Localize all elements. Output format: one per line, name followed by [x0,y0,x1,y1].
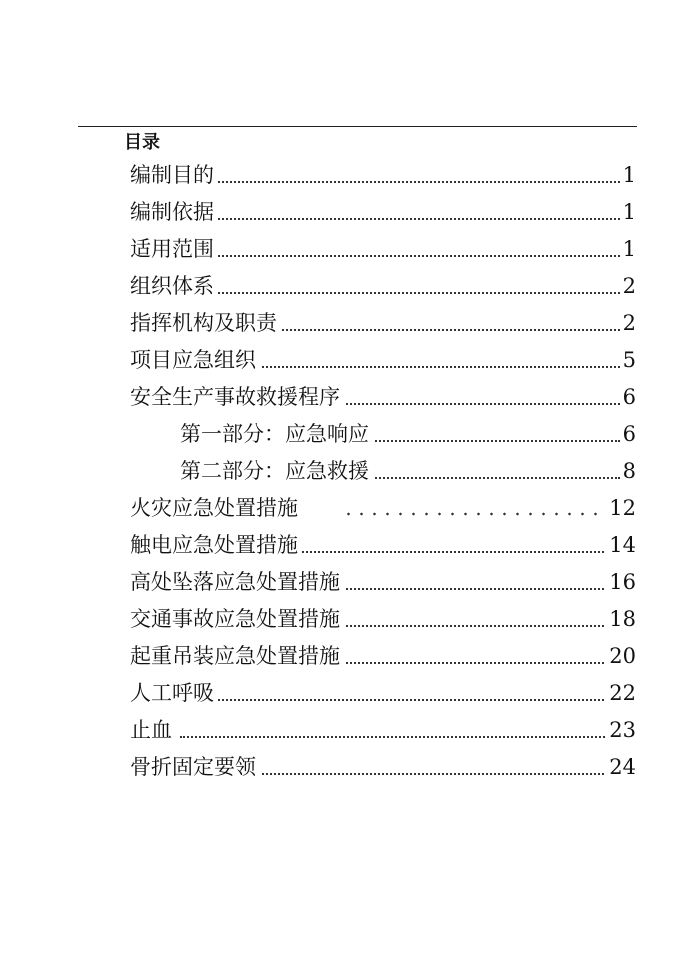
toc-entry[interactable] [0,194,700,231]
dot-leader [342,512,600,516]
toc-entry-title: 骨折固定要领 [130,749,260,786]
toc-entry-title: 编制目的 [130,157,218,194]
toc-entry-page: 1 [620,157,636,194]
toc-entry-title: 火灾应急处置措施 [130,490,302,527]
toc-entry[interactable] [0,268,700,305]
toc-entry[interactable] [0,231,700,268]
dot-leader [218,218,620,220]
toc-entry-title: 高处坠落应急处置措施 [130,564,344,601]
toc-entry-title: 组织体系 [130,268,218,305]
toc-entry[interactable] [0,342,700,379]
toc-entry-page: 16 [606,564,636,601]
toc-entry-title: 项目应急组织 [130,342,260,379]
toc-entry[interactable] [0,157,700,194]
toc-entry-title: 指挥机构及职责 [130,305,281,342]
toc-entry[interactable] [0,638,700,675]
toc-entry-page: 23 [606,712,636,749]
dot-leader [180,736,620,738]
toc-entry-title: 适用范围 [130,231,218,268]
toc-entry[interactable] [0,527,700,564]
toc-entry-title: 触电应急处置措施 [130,527,302,564]
toc-entry[interactable] [0,416,700,453]
dot-leader [218,773,620,775]
toc-entry-page: 1 [620,231,636,268]
toc-entry-page: 2 [620,268,636,305]
toc-entry[interactable] [0,490,700,527]
toc-entry[interactable] [0,675,700,712]
toc-entry-page: 20 [606,638,636,675]
toc-entry-page: 6 [620,416,636,453]
dot-leader [218,366,620,368]
toc-entry[interactable] [0,305,700,342]
toc-entry-page: 22 [606,675,636,712]
toc-entry-page: 12 [606,490,636,527]
toc-entry-title: 交通事故应急处置措施 [130,601,344,638]
header-rule [78,126,637,127]
dot-leader [218,699,620,701]
toc-entry-page: 6 [620,379,636,416]
toc-entry[interactable] [0,601,700,638]
toc-entry[interactable] [0,749,700,786]
toc-entry-title: 止血 [130,712,176,749]
toc-entry-page: 1 [620,194,636,231]
toc-entry-page: 5 [620,342,636,379]
toc-entry[interactable] [0,712,700,749]
dot-leader [218,292,620,294]
toc-entry-page: 8 [620,453,636,490]
dot-leader [218,255,620,257]
toc-entry-page: 24 [606,749,636,786]
toc-entry-title: 人工呼吸 [130,675,218,712]
toc-entry-page: 18 [606,601,636,638]
toc-entry[interactable] [0,453,700,490]
toc-entry-title: 第一部分：应急响应 [180,416,373,453]
toc-entry-title: 第二部分：应急救援 [180,453,373,490]
toc-entry[interactable] [0,379,700,416]
dot-leader [218,181,620,183]
toc-entry[interactable] [0,564,700,601]
toc-entry-title: 起重吊装应急处置措施 [130,638,344,675]
toc-entry-title: 编制依据 [130,194,218,231]
toc-title: 目录 [124,132,160,153]
toc-entry-page: 14 [606,527,636,564]
toc-entry-title: 安全生产事故救援程序 [130,379,344,416]
toc-entry-page: 2 [620,305,636,342]
